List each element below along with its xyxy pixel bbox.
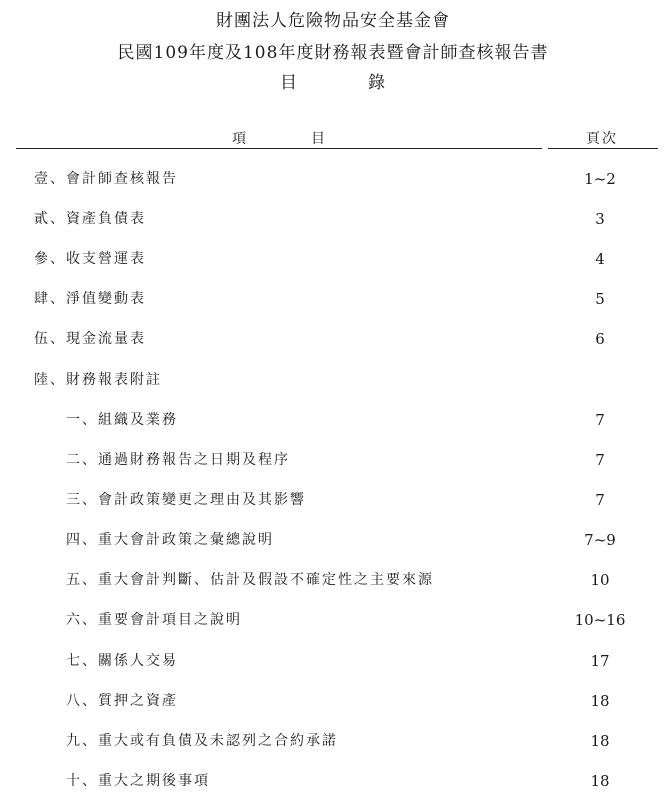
toc-row [0, 489, 666, 511]
toc-row-label: 壹、會計師查核報告 [34, 171, 178, 187]
toc-row-label: 參、收支營運表 [34, 251, 146, 267]
toc-row-label: 十、重大之期後事項 [66, 773, 210, 789]
toc-row-page: 7~9 [584, 531, 616, 549]
toc-row [0, 650, 666, 672]
toc-row-page: 1~2 [584, 170, 616, 188]
toc-row [0, 569, 666, 591]
toc-heading [0, 68, 666, 93]
toc-row-page: 3 [595, 210, 605, 228]
toc-row-page: 5 [595, 290, 605, 308]
column-header-page: 頁次 [586, 131, 618, 147]
toc-row [0, 730, 666, 752]
toc-heading-char-2: 錄 [368, 73, 386, 93]
toc-row-label: 四、重大會計政策之彙總說明 [66, 532, 274, 548]
toc-row [0, 609, 666, 631]
toc-row-label: 五、重大會計判斷、估計及假設不確定性之主要來源 [66, 572, 434, 588]
toc-heading-char-1: 目 [280, 73, 298, 93]
toc-row-label: 三、會計政策變更之理由及其影響 [66, 492, 306, 508]
toc-row [0, 449, 666, 471]
toc-row-page: 10~16 [574, 611, 626, 629]
toc-row-label: 陸、財務報表附註 [34, 372, 162, 388]
toc-row-label: 九、重大或有負債及未認列之合約承諾 [66, 733, 338, 749]
column-header-item-char-1: 項 [232, 131, 247, 147]
toc-row-page: 18 [590, 692, 610, 710]
toc-row [0, 168, 666, 190]
toc-row [0, 208, 666, 230]
toc-row-page: 6 [595, 330, 605, 348]
toc-row-label: 二、通過財務報告之日期及程序 [66, 452, 290, 468]
toc-row-page: 10 [590, 571, 610, 589]
toc-row-page: 18 [590, 772, 610, 790]
toc-row-page: 17 [590, 652, 610, 670]
toc-row-page: 18 [590, 732, 610, 750]
header-rule-right [548, 148, 658, 149]
document-subtitle: 民國109年度及108年度財務報表暨會計師查核報告書 [117, 43, 549, 63]
toc-row [0, 248, 666, 270]
toc-row-label: 六、重要會計項目之說明 [66, 612, 242, 628]
toc-row [0, 770, 666, 792]
column-header-item [232, 128, 326, 148]
toc-row [0, 288, 666, 310]
toc-row [0, 529, 666, 551]
toc-row-label: 一、組織及業務 [66, 412, 178, 428]
toc-row-page: 7 [595, 451, 605, 469]
document-title: 財團法人危險物品安全基金會 [216, 11, 450, 31]
toc-row-page: 7 [595, 411, 605, 429]
toc-row-label: 貳、資產負債表 [34, 211, 146, 227]
toc-row [0, 409, 666, 431]
toc-row-label: 七、關係人交易 [66, 653, 178, 669]
toc-row [0, 690, 666, 712]
toc-row [0, 328, 666, 350]
toc-row-page: 4 [595, 250, 605, 268]
toc-row-page: 7 [595, 491, 605, 509]
header-rule-left [16, 148, 542, 149]
toc-row-label: 肆、淨值變動表 [34, 291, 146, 307]
toc-row-label: 伍、現金流量表 [34, 331, 146, 347]
toc-row-label: 八、質押之資產 [66, 693, 178, 709]
table-header [0, 128, 666, 148]
column-header-item-char-2: 目 [311, 131, 326, 147]
toc-row [0, 369, 666, 391]
